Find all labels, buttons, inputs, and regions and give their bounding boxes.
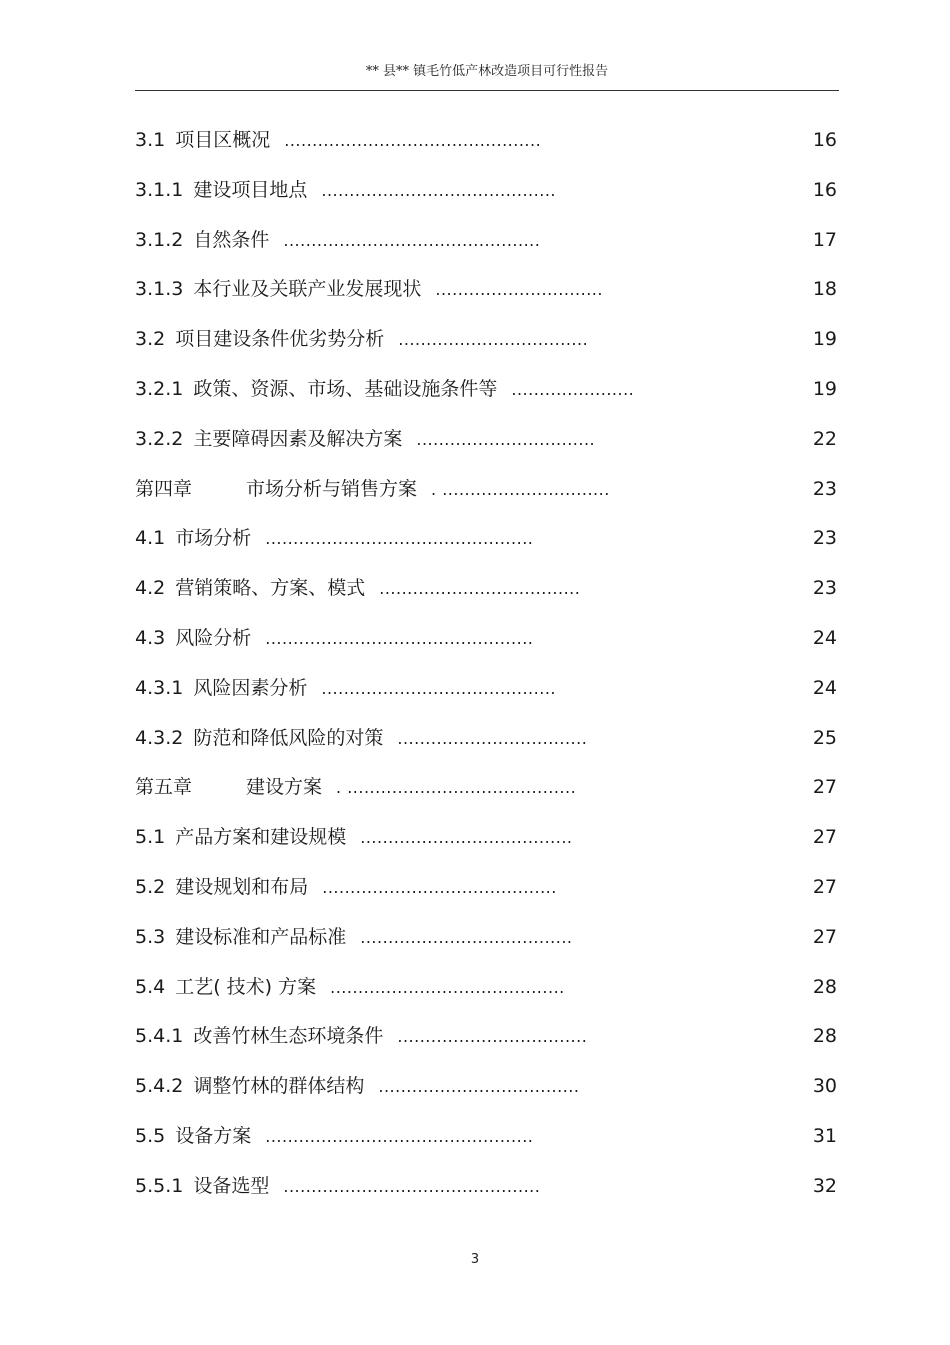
toc-entry-title: 风险因素分析 (193, 676, 308, 699)
toc-entry-title: 项目建设条件优劣势分析 (175, 328, 385, 351)
toc-entry[interactable] (135, 767, 839, 817)
toc-entry-title: 建设项目地点 (193, 178, 308, 201)
toc-entry-page: 23 (812, 477, 837, 500)
toc-entry-number: 4.3 (135, 626, 166, 649)
toc-leader-dots: ................................................ (265, 1126, 534, 1146)
toc-leader-dots: .................................. (398, 330, 589, 350)
toc-entry-title: 本行业及关联产业发展现状 (193, 278, 422, 301)
toc-entry-title: 建设规划和布局 (175, 875, 309, 898)
toc-entry-page: 32 (812, 1174, 837, 1197)
toc-entry-title: 设备选型 (193, 1174, 270, 1197)
toc-entry-title: 防范和降低风险的对策 (193, 726, 384, 749)
toc-leader-dots: . ......................................... (336, 778, 577, 798)
toc-entry-number: 5.4.2 (135, 1075, 184, 1098)
toc-entry-number: 5.3 (135, 925, 166, 948)
toc-leader-dots: .............................................. (283, 1176, 541, 1196)
toc-leader-dots: .......................................... (321, 678, 556, 698)
toc-entry-page: 27 (812, 925, 837, 948)
toc-leader-dots: .................................... (378, 1077, 580, 1097)
toc-entry[interactable] (135, 967, 839, 1017)
toc-entry-page: 25 (812, 726, 837, 749)
toc-entry-number: 第五章 (135, 776, 193, 799)
toc-leader-dots: .......................................... (321, 180, 556, 200)
toc-entry[interactable] (135, 817, 839, 867)
toc-entry[interactable] (135, 469, 839, 519)
table-of-contents (135, 120, 839, 1216)
toc-entry-page: 27 (812, 875, 837, 898)
toc-entry-title: 主要障碍因素及解决方案 (193, 427, 403, 450)
running-header: ** 县** 镇毛竹低产林改造项目可行性报告 (365, 64, 609, 79)
toc-entry[interactable] (135, 170, 839, 220)
toc-entry[interactable] (135, 1116, 839, 1166)
toc-entry-number: 4.1 (135, 527, 166, 550)
toc-entry-title: 风险分析 (175, 626, 252, 649)
toc-entry[interactable] (135, 1016, 839, 1066)
toc-entry-title: 产品方案和建设规模 (175, 826, 347, 849)
toc-leader-dots: ...................................... (360, 828, 573, 848)
toc-entry-page: 17 (812, 228, 837, 251)
toc-entry-page: 23 (812, 577, 837, 600)
toc-leader-dots: ................................................ (265, 529, 534, 549)
toc-leader-dots: . .............................. (431, 479, 610, 499)
toc-entry-title: 改善竹林生态环境条件 (193, 1025, 384, 1048)
toc-entry-number: 3.1.3 (135, 278, 184, 301)
toc-leader-dots: ...................................... (360, 927, 573, 947)
toc-entry-page: 28 (812, 1025, 837, 1048)
toc-entry-title: 设备方案 (175, 1124, 252, 1147)
toc-entry-title: 市场分析 (175, 527, 252, 550)
toc-leader-dots: .................................... (379, 579, 581, 599)
toc-leader-dots: .............................................. (284, 131, 542, 150)
toc-entry-page: 28 (812, 975, 837, 998)
toc-entry-page: 24 (812, 676, 837, 699)
toc-entry-title: 自然条件 (193, 228, 270, 251)
toc-entry-page: 24 (812, 626, 837, 649)
toc-entry-title: 营销策略、方案、模式 (175, 577, 366, 600)
toc-entry-page: 22 (812, 427, 837, 450)
toc-entry-number: 4.3.2 (135, 726, 184, 749)
toc-entry[interactable] (135, 419, 839, 469)
toc-entry-number: 3.1.2 (135, 228, 184, 251)
toc-entry-number: 3.1.1 (135, 178, 184, 201)
toc-entry-page: 30 (812, 1075, 837, 1098)
toc-entry-number: 4.3.1 (135, 676, 184, 699)
toc-entry[interactable] (135, 917, 839, 967)
toc-entry[interactable] (135, 618, 839, 668)
toc-leader-dots: ...................... (511, 379, 635, 399)
toc-entry[interactable] (135, 269, 839, 319)
toc-entry-page: 27 (812, 776, 837, 799)
toc-entry-number: 5.5 (135, 1124, 166, 1147)
toc-entry-page: 16 (812, 129, 837, 151)
toc-entry[interactable] (135, 1066, 839, 1116)
toc-entry[interactable] (135, 1166, 839, 1216)
toc-leader-dots: ................................ (416, 429, 596, 449)
toc-entry-page: 19 (812, 377, 837, 400)
toc-entry-page: 16 (812, 178, 837, 201)
toc-entry[interactable] (135, 220, 839, 270)
page-number: 3 (470, 1252, 480, 1267)
toc-entry-number: 5.1 (135, 826, 166, 849)
toc-entry-page: 27 (812, 826, 837, 849)
toc-entry[interactable] (135, 867, 839, 917)
toc-entry-title: 工艺( 技术) 方案 (175, 975, 317, 998)
toc-entry-number: 5.5.1 (135, 1174, 184, 1197)
toc-leader-dots: .................................. (397, 1027, 588, 1047)
toc-entry-number: 3.2.1 (135, 377, 184, 400)
toc-leader-dots: .............................................. (283, 230, 541, 250)
toc-entry-page: 23 (812, 527, 837, 550)
toc-leader-dots: .......................................... (330, 977, 565, 997)
toc-entry-number: 3.2 (135, 328, 166, 351)
toc-entry-number: 第四章 (135, 477, 193, 500)
toc-entry-title: 政策、资源、市场、基础设施条件等 (193, 377, 498, 400)
toc-entry-number: 5.2 (135, 875, 166, 898)
toc-entry[interactable] (135, 718, 839, 768)
toc-leader-dots: .......................................... (322, 877, 557, 897)
toc-entry-number: 4.2 (135, 577, 166, 600)
toc-entry[interactable] (135, 568, 839, 618)
toc-entry-title: 建设标准和产品标准 (175, 925, 347, 948)
toc-entry-number: 5.4 (135, 975, 166, 998)
toc-entry-number: 5.4.1 (135, 1025, 184, 1048)
toc-entry-title: 调整竹林的群体结构 (193, 1075, 365, 1098)
toc-entry[interactable] (135, 668, 839, 718)
toc-entry-title: 项目区概况 (175, 129, 271, 151)
header-rule (135, 90, 839, 91)
toc-leader-dots: ................................................ (265, 628, 534, 648)
toc-entry-page: 31 (812, 1124, 837, 1147)
toc-entry-page: 18 (812, 278, 837, 301)
toc-entry-number: 3.2.2 (135, 427, 184, 450)
toc-entry[interactable] (135, 319, 839, 369)
toc-entry-page: 19 (812, 328, 837, 351)
toc-entry[interactable] (135, 518, 839, 568)
toc-entry-title: 市场分析与销售方案 (246, 477, 418, 500)
toc-entry[interactable] (135, 369, 839, 419)
toc-entry-number: 3.1 (135, 129, 166, 151)
toc-leader-dots: .............................. (435, 280, 603, 300)
toc-leader-dots: .................................. (397, 728, 588, 748)
toc-entry-title: 建设方案 (246, 776, 323, 799)
toc-entry[interactable] (135, 120, 839, 170)
